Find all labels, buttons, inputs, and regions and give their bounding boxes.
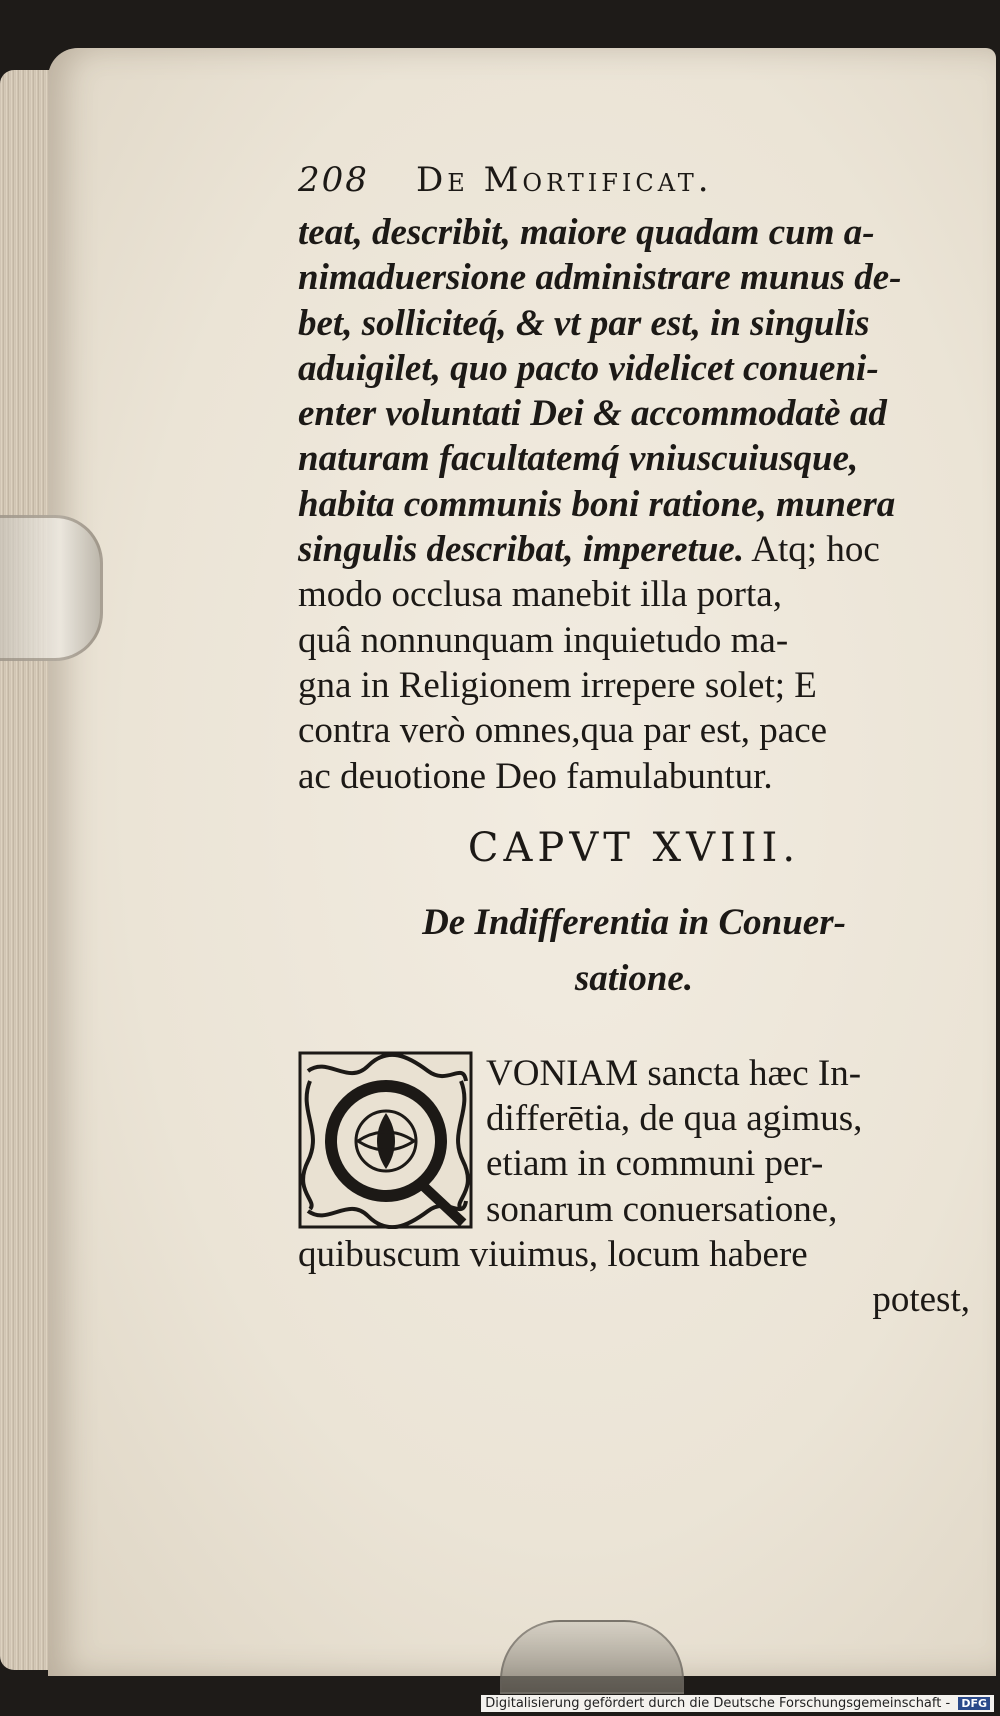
text-line: aduigilet, quo pacto videlicet conueni- [298,347,879,389]
digitization-credit [481,1695,994,1712]
initial-letter: Q [386,1158,387,1160]
text-line: gna in Religionem irrepere solet; E [298,664,817,706]
running-title: De Mortificat. [416,160,713,200]
decorated-initial-q [298,1051,473,1229]
text-line: enter voluntati Dei & accommodatè ad [298,393,887,435]
text-line: bet, solliciteq́, & vt par est, in singulis [298,302,870,344]
chapter-subtitle [298,895,970,1007]
chapter-heading: CAPVT XVIII. [467,824,801,871]
dfg-logo: DFG [958,1697,990,1710]
chapter-body [298,1051,970,1323]
text-line: nimaduersione administrare munus de- [298,257,902,299]
text-line: ac deuotione Deo famulabuntur. [298,755,773,797]
text-line: modo occlusa manebit illa porta, [298,574,782,616]
digitization-credit-text: Digitalisierung gefördert durch die Deutsche Forschungsgemeinschaft - [485,1696,951,1711]
catchword: potest, [872,1279,970,1321]
text-line: quibuscum viuimus, locum habere [298,1234,808,1276]
text-line: differētia, de qua agimus, [486,1098,863,1140]
text-line: teat, describit, maiore quadam cum a- [298,212,875,253]
text-line: quâ nonnunquam inquietudo ma- [298,619,789,661]
page-text [298,160,970,1323]
page-number: 208 [298,160,369,200]
text-line: sonarum conuersatione, [486,1188,838,1230]
text-roman-part: Atq; hoc [751,529,880,571]
text-line: habita communis boni ratione, munera [298,483,896,525]
page-clip-bottom [500,1620,684,1694]
text-line: etiam in communi per- [486,1143,824,1185]
text-line: VONIAM sancta hæc In- [486,1052,862,1094]
text-line-mixed [298,527,970,572]
subtitle-line: De Indifferentia in Conuer- [422,901,846,943]
page-clip-left [0,515,103,661]
text-line: contra verò omnes,qua par est, pace [298,710,828,752]
running-head [298,160,970,210]
text-line: naturam facultatemq́ vniuscuiusque, [298,438,859,480]
subtitle-line: satione. [574,957,694,999]
text-italic-part: singulis describat, imperetue. [298,529,745,571]
paragraph-top [298,210,970,799]
